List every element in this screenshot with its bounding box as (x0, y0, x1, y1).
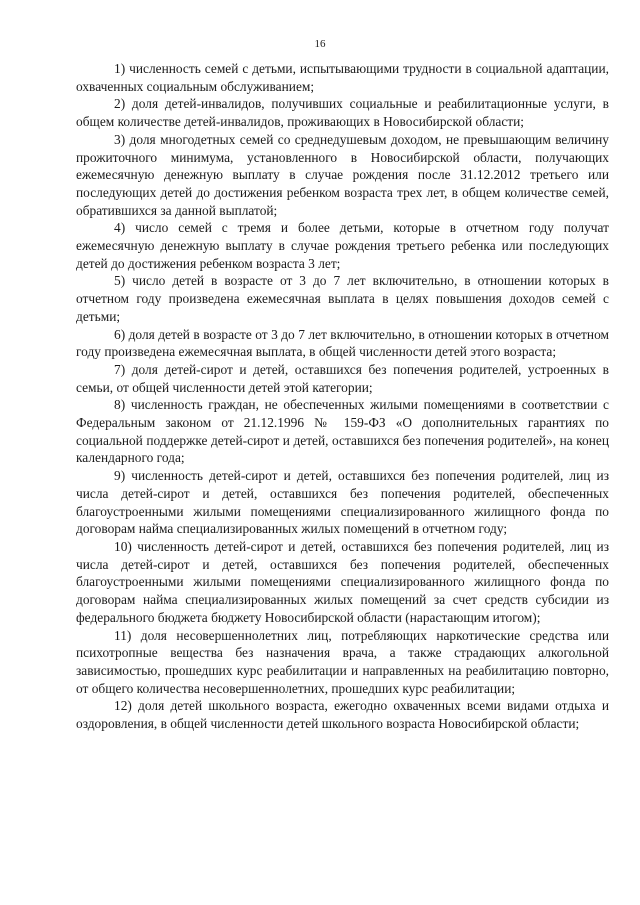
list-item: 4) число семей с тремя и более детьми, которые в отчетном году получат ежемесячную денежную выплату в случае рождения третьего ребенка или последующих детей до достижения ребенком возраста 3 лет; (76, 220, 609, 271)
list-item: 6) доля детей в возрасте от 3 до 7 лет включительно, в отношении которых в отчетном году произведена ежемесячная выплата, в общей численности детей этого возраста; (76, 326, 609, 360)
list-item: 1) численность семей с детьми, испытывающими трудности в социальной адаптации, охваченных социальным обслуживанием; (76, 61, 609, 94)
list-item: 11) доля несовершеннолетних лиц, потребляющих наркотические средства или психотропные вещества без назначения врача, а также страдающих алкогольной зависимостью, прошедших курс реабилитации и направленных на реабилитацию повторно, от общего количества несовершеннолетних, прошедших курс реабилитации; (76, 627, 609, 696)
list-item: 12) доля детей школьного возраста, ежегодно охваченных всеми видами отдыха и оздоровления, в общей численности детей школьного возраста Новосибирской области; (76, 698, 609, 732)
list-item: 7) доля детей-сирот и детей, оставшихся без попечения родителей, устроенных в семьи, от общей численности детей этой категории; (76, 361, 609, 395)
list-item: 8) численность граждан, не обеспеченных жилыми помещениями в соответствии с Федеральным законом от 21.12.1996 № 159-ФЗ «О дополнительных гарантиях по социальной поддержке детей-сирот и детей, оставшихся без попечения родителей», на конец календарного года; (76, 397, 609, 466)
list-item: 10) численность детей-сирот и детей, оставшихся без попечения родителей, лиц из числа детей-сирот и детей, оставшихся без попечения родителей, обеспеченных благоустроенными жилыми помещениями специализированного жилищного фонда по договорам найма специализированных жилых помещений за счет средств субсидии из федерального бюджета бюджету Новосибирской области (нарастающим итогом); (76, 538, 609, 625)
list-item: 9) численность детей-сирот и детей, оставшихся без попечения родителей, лиц из числа детей-сирот и детей, оставшихся без попечения родителей, обеспеченных благоустроенными жилыми помещениями специализированного жилищного фонда по договорам найма специализированных жилых помещений в отчетном году; (76, 468, 609, 537)
list-item: 5) число детей в возрасте от 3 до 7 лет включительно, в отношении которых в отчетном году произведена ежемесячная выплата в целях повышения доходов семей с детьми; (76, 273, 609, 324)
page-number: 16 (314, 38, 326, 50)
list-item: 3) доля многодетных семей со среднедушевым доходом, не превышающим величину прожиточного минимума, установленного в Новосибирской области, получающих ежемесячную денежную выплату в случае рождения после 31.12.2012 третьего или последующих детей до достижения ребенком возраста трех лет, в общем количестве семей, обратившихся за данной выплатой; (76, 131, 609, 218)
indicator-list (76, 60, 609, 733)
list-item: 2) доля детей-инвалидов, получивших социальные и реабилитационные услуги, в общем количестве детей-инвалидов, проживающих в Новосибирской области; (76, 96, 609, 130)
